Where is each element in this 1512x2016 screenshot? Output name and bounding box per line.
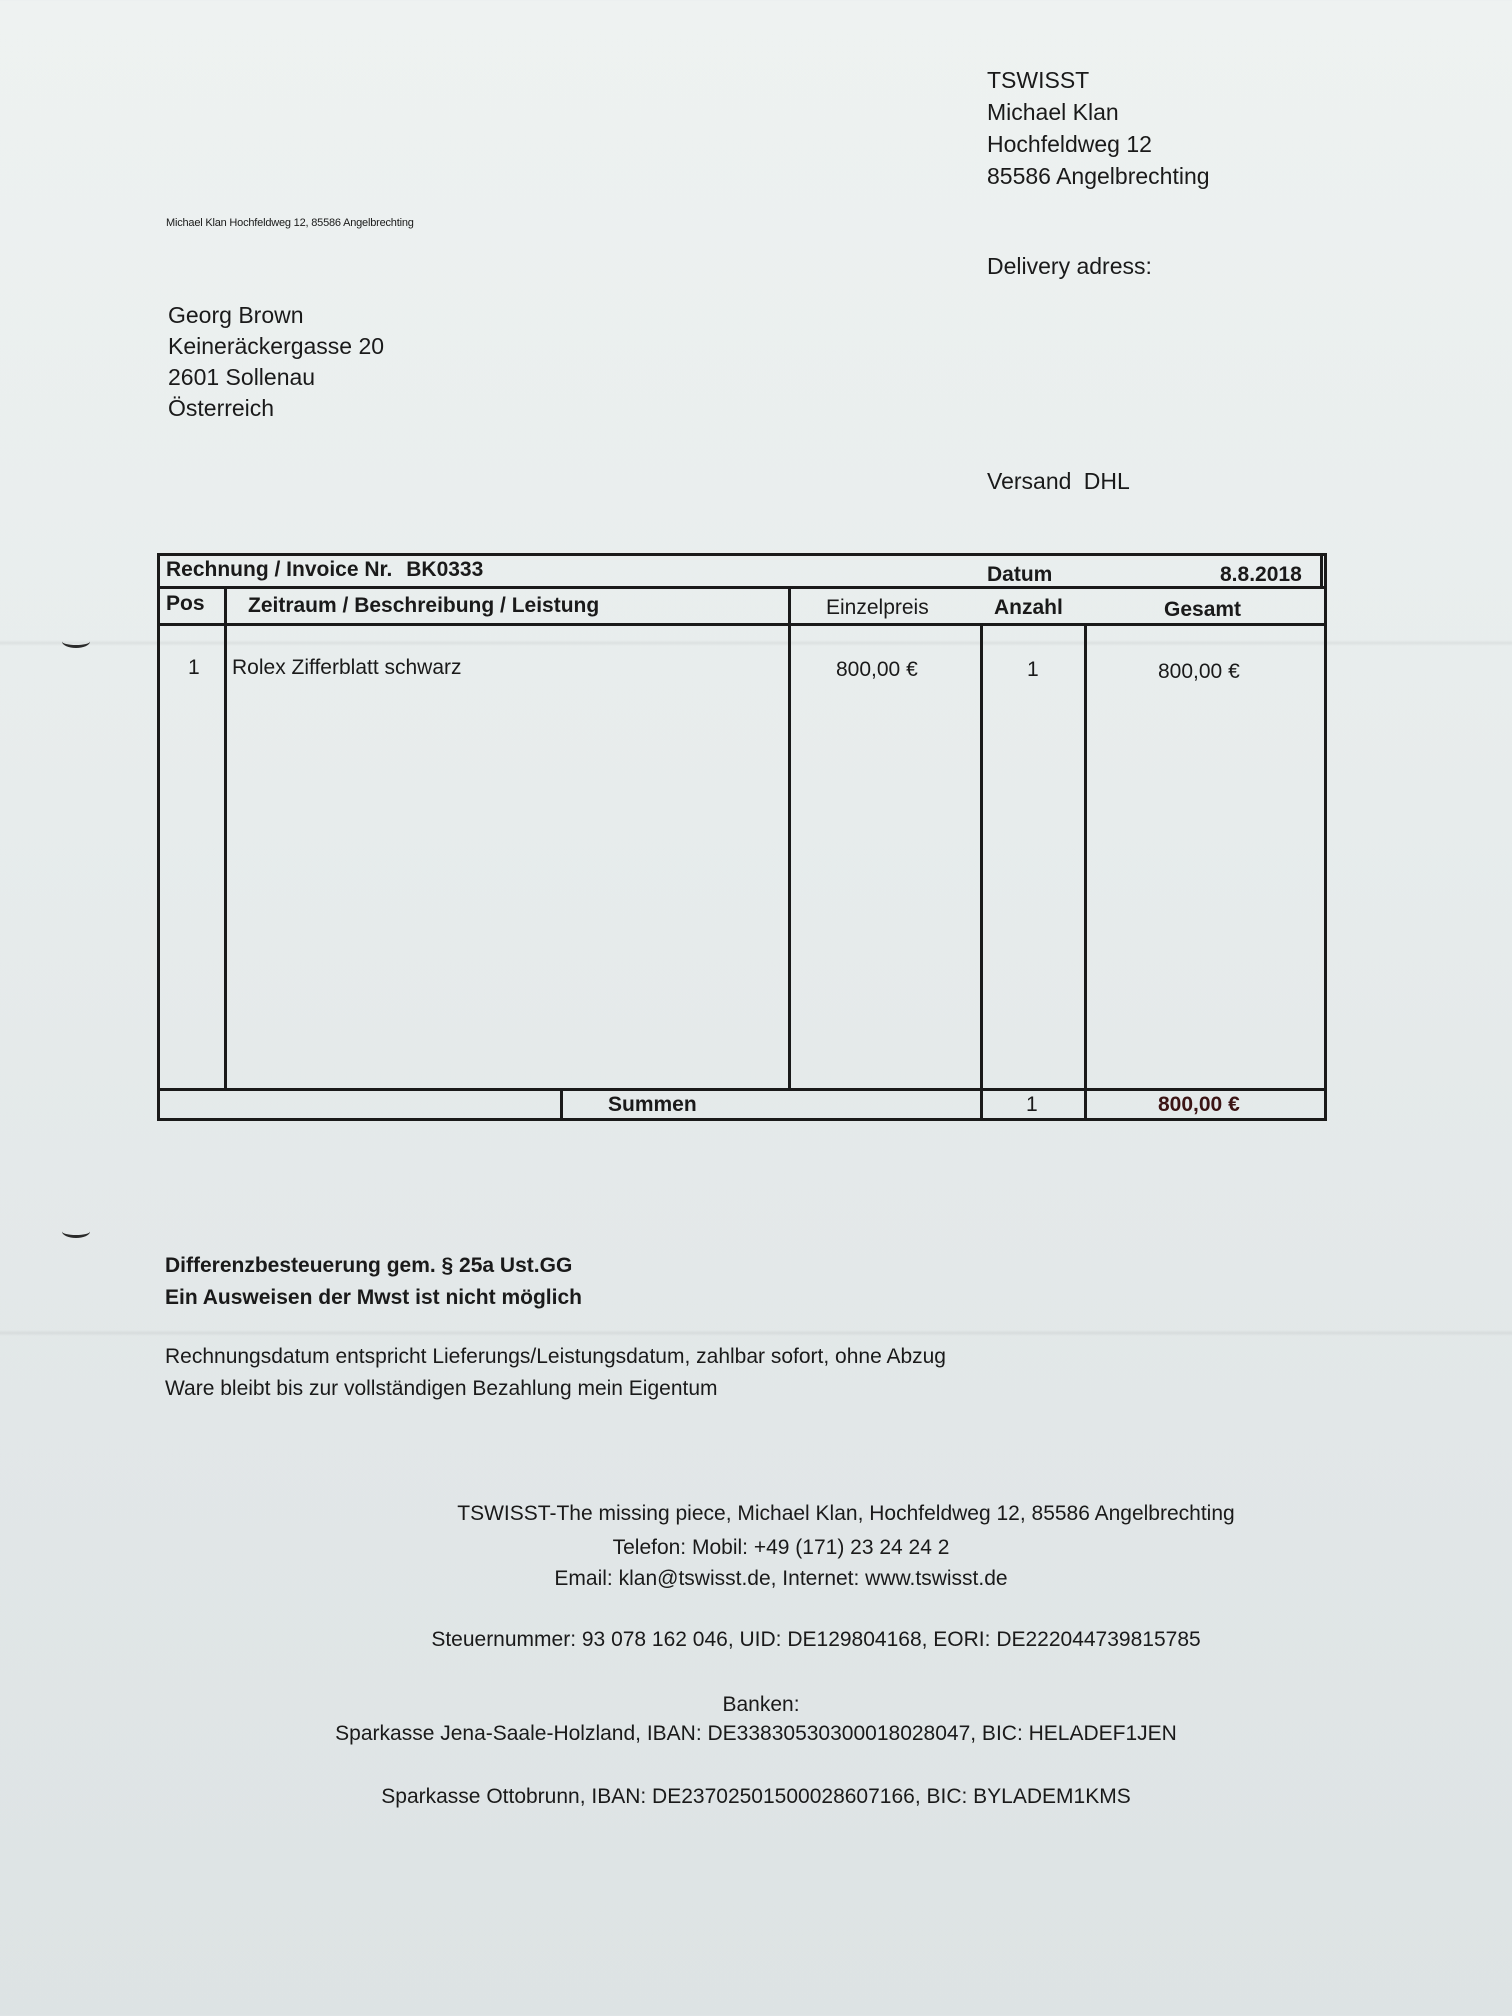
footer-email: Email: klan@tswisst.de, Internet: www.tswisst.de [554,1567,1008,1590]
shipping-label: Versand [987,468,1072,494]
footer-banks-label: Banken: [722,1693,800,1716]
shipping-carrier: DHL [1083,468,1130,494]
quantity-column-border [1084,623,1087,1118]
header-pos: Pos [166,592,205,615]
sender-company: TSWISST [987,67,1090,93]
sender-address [987,64,1210,192]
invoice-title: Rechnung / Invoice Nr. BK0333 [166,558,484,581]
invoice-table [157,553,1327,1121]
sum-divider [160,1088,1324,1091]
footer-bank-2: Sparkasse Ottobrunn, IBAN: DE23702501500028607166, BIC: BYLADEM1KMS [381,1785,1131,1808]
return-address-line: Michael Klan Hochfeldweg 12, 85586 Angelbrechting [166,217,414,229]
invoice-date: 8.8.2018 [1220,563,1302,586]
invoice-number: BK0333 [406,558,484,581]
row-1-pos: 1 [188,656,200,679]
header-total: Gesamt [1164,598,1242,621]
footer-phone: Telefon: Mobil: +49 (171) 23 24 24 2 [612,1536,950,1559]
footer-company: TSWISST-The missing piece, Michael Klan, Hochfeldweg 12, 85586 Angelbrechting [457,1502,1235,1525]
delivery-address-label: Delivery adress: [987,253,1152,279]
terms-line-1: Rechnungsdatum entspricht Lieferungs/Leistungsdatum, zahlbar sofort, ohne Abzug [165,1345,946,1368]
footer-tax-ids: Steuernummer: 93 078 162 046, UID: DE129804168, EORI: DE222044739815785 [431,1628,1201,1651]
footer-bank-1: Sparkasse Jena-Saale-Holzland, IBAN: DE33830530300018028047, BIC: HELADEF1JEN [335,1722,1177,1745]
header-quantity: Anzahl [994,596,1063,619]
shipping-info [987,468,1130,495]
sender-city: 85586 Angelbrechting [987,163,1210,189]
tax-note [165,1250,582,1314]
header-unit-price: Einzelpreis [826,596,929,619]
recipient-address [168,300,384,424]
punch-hole-mark-bottom [62,1225,90,1238]
row-1-total: 800,00 € [1158,660,1240,683]
sender-name: Michael Klan [987,99,1119,125]
tax-note-line-2: Ein Ausweisen der Mwst ist nicht möglich [165,1286,582,1309]
row-1-description: Rolex Zifferblatt schwarz [232,656,462,679]
punch-hole-mark-top [62,635,90,648]
tax-note-line-1: Differenzbesteuerung gem. § 25a Ust.GG [165,1254,573,1277]
header-divider [160,586,1324,589]
paper-fold-bottom [0,1330,1512,1336]
row-1-unit-price: 800,00 € [836,658,918,681]
recipient-name: Georg Brown [168,302,304,328]
sum-label: Summen [608,1093,697,1116]
sum-total: 800,00 € [1158,1093,1240,1116]
summen-left-border [560,1088,563,1118]
sender-street: Hochfeldweg 12 [987,131,1152,157]
pos-column-border [224,586,227,1088]
date-right-border [1320,556,1323,589]
payment-terms [165,1341,946,1405]
column-header-divider [160,623,1324,626]
header-description: Zeitraum / Beschreibung / Leistung [248,594,600,617]
row-1-quantity: 1 [1027,658,1039,681]
unit-price-column-border [980,623,983,1118]
description-column-border [788,586,791,1088]
recipient-city: 2601 Sollenau [168,364,316,390]
recipient-street: Keineräckergasse 20 [168,333,385,359]
terms-line-2: Ware bleibt bis zur vollständigen Bezahlung mein Eigentum [165,1377,718,1400]
date-label: Datum [987,563,1053,586]
recipient-country: Österreich [168,395,275,421]
sum-quantity: 1 [1026,1093,1038,1116]
